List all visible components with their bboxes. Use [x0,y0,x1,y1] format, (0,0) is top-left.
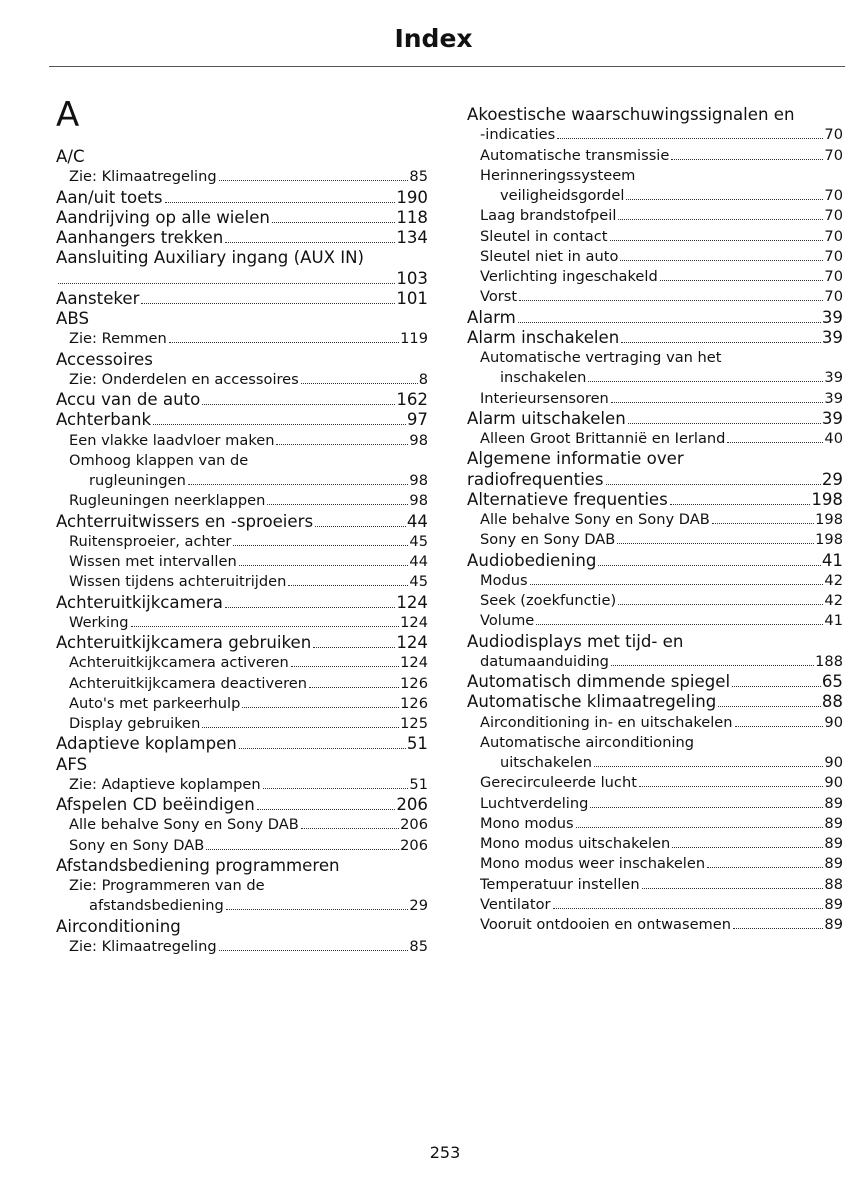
index-entry [56,633,428,653]
index-entry [56,208,428,228]
dot-leader [153,424,406,425]
index-entry [56,755,428,775]
entry-page-number: 124 [396,633,428,652]
entry-page-number: 90 [824,713,843,731]
dot-leader [309,687,399,688]
entry-page-number: 88 [821,692,843,712]
entry-term: Aanhangers trekken [56,228,224,247]
index-subentry [467,206,843,226]
entry-term: Zie: Klimaatregeling [69,168,217,186]
entry-term: Zie: Klimaatregeling [69,937,217,955]
entry-page-number: 39 [821,327,843,347]
entry-term: Algemene informatie over [467,449,684,469]
dot-leader [301,828,399,829]
index-entry [56,917,428,937]
index-entry [467,632,843,652]
index-subentry [467,794,843,814]
index-subentry [467,227,843,247]
dot-leader [202,404,395,405]
entry-page-number: 45 [409,532,428,550]
index-subentry [56,329,428,349]
dot-leader [594,766,823,767]
index-entry [467,692,843,712]
index-entry [467,105,843,125]
entry-term: Temperatuur instellen [480,875,640,893]
dot-leader [202,727,399,728]
entry-page-number: 8 [418,370,428,388]
dot-leader [530,584,824,585]
dot-leader [606,484,821,485]
entry-page-number: 119 [400,330,428,348]
entry-page-number: 198 [815,511,843,528]
entry-term: Audiobediening [467,550,597,570]
entry-term: Zie: Remmen [69,330,167,348]
index-subentry [467,389,843,409]
entry-term: Achteruitkijkcamera [56,592,223,612]
entry-term: Automatische transmissie [480,146,670,164]
index-entry [56,856,428,876]
index-entry [467,551,843,571]
entry-term: ABS [56,309,89,328]
index-subentry [56,471,428,491]
entry-page-number: 39 [824,369,843,387]
entry-term: Aansteker [56,288,140,308]
index-entry [56,248,428,268]
index-subentry [467,591,843,611]
entry-page-number: 40 [824,430,843,447]
dot-leader [58,283,395,284]
entry-page-number: 44 [406,511,428,531]
dot-leader [735,726,824,727]
page-title: Index [394,24,473,53]
entry-page-number: 29 [409,897,428,915]
index-entry [467,672,843,692]
entry-page-number: 65 [821,672,843,691]
dot-leader [590,807,823,808]
entry-term: inschakelen [500,369,587,387]
index-subentry [467,146,843,166]
entry-page-number: 98 [409,492,428,510]
index-entry [56,147,428,167]
entry-page-number: 97 [406,410,428,430]
dot-leader [733,928,823,929]
index-subentry [467,348,843,368]
entry-term: Vooruit ontdooien en ontwasemen [480,916,731,933]
entry-page-number: 51 [409,775,428,793]
entry-term: Accessoires [56,349,153,369]
dot-leader [588,381,823,382]
entry-page-number: 124 [396,592,428,612]
dot-leader [610,240,824,241]
entry-term: Alarm inschakelen [467,327,620,347]
dot-leader [188,484,409,485]
index-subentry [56,694,428,714]
index-entry [56,512,428,532]
entry-page-number: 85 [409,937,428,955]
entry-page-number: 89 [824,895,843,913]
index-subentry [467,166,843,186]
entry-term: Ventilator [480,895,551,913]
entry-page-number: 70 [824,227,843,245]
dot-leader [239,748,406,749]
entry-term: Sleutel niet in auto [480,247,619,265]
index-entry [56,228,428,248]
entry-term: Achterruitwissers en -sproeiers [56,511,314,531]
entry-page-number: 134 [396,228,428,247]
entry-term: veiligheidsgordel [500,187,625,204]
entry-term: rugleuningen [89,472,186,489]
entry-term: Zie: Programmeren van de [69,877,265,894]
entry-term: Achterbank [56,410,152,430]
index-entry [56,309,428,329]
dot-leader [620,260,823,261]
dot-leader [727,442,823,443]
dot-leader [225,242,395,243]
entry-page-number: 45 [409,573,428,591]
entry-page-number: 89 [824,916,843,933]
dot-leader [576,827,824,828]
index-subentry [467,753,843,773]
entry-page-number: 51 [406,734,428,754]
entry-term: Accu van de auto [56,390,201,409]
entry-term: Zie: Adaptieve koplampen [69,775,261,793]
index-subentry [467,834,843,854]
entry-term: Automatische vertraging van het [480,349,722,366]
entry-term: Akoestische waarschuwingssignalen en [467,105,795,124]
entry-term: Wissen tijdens achteruitrijden [69,573,287,591]
index-subentry [56,876,428,896]
entry-page-number: 70 [824,288,843,306]
entry-term: Airconditioning [56,916,181,936]
dot-leader [621,342,821,343]
entry-term: Herinneringssysteem [480,166,636,184]
dot-leader [557,138,823,139]
entry-term: -indicaties [480,126,556,144]
entry-page-number: 124 [400,654,428,672]
entry-page-number: 206 [400,836,428,854]
dot-leader [617,543,814,544]
dot-leader [272,222,395,223]
index-subentry [56,674,428,694]
entry-page-number: 89 [824,835,843,852]
index-subentry [467,895,843,915]
entry-page-number: 90 [824,774,843,792]
entry-page-number: 29 [821,469,843,489]
index-entry [56,593,428,613]
entry-term: Seek (zoekfunctie) [480,592,617,609]
index-subentry [467,733,843,753]
dot-leader [239,565,409,566]
entry-term: A/C [56,147,85,166]
dot-leader [242,707,399,708]
entry-page-number: 39 [821,408,843,428]
entry-term: Alle behalve Sony en Sony DAB [69,816,299,834]
index-entry [467,308,843,328]
entry-page-number: 103 [396,268,428,288]
entry-term: Mono modus weer inschakelen [480,855,706,873]
index-entry [56,410,428,430]
index-entry [56,734,428,754]
index-subentry [56,836,428,856]
index-subentry [467,611,843,631]
dot-leader [670,504,811,505]
dot-leader [313,647,395,648]
dot-leader [672,847,823,848]
entry-term: Automatische klimaatregeling [467,692,717,712]
entry-term: AFS [56,754,88,774]
entry-page-number: 162 [396,390,428,409]
index-entry [467,449,843,469]
entry-page-number: 88 [824,875,843,893]
dot-leader [263,788,409,789]
dot-leader [219,950,409,951]
dot-leader [671,159,823,160]
dot-leader [226,909,409,910]
entry-page-number: 42 [824,592,843,609]
entry-page-number: 206 [400,816,428,834]
dot-leader [611,402,824,403]
entry-page-number: 89 [824,855,843,873]
index-subentry [56,552,428,572]
entry-page-number: 206 [396,795,428,814]
dot-leader [165,202,396,203]
entry-term: Achteruitkijkcamera activeren [69,654,289,672]
index-subentry [467,429,843,449]
entry-term: Adaptieve koplampen [56,734,237,754]
dot-leader [519,300,823,301]
entry-term: Alarm [467,307,516,327]
page-number: 253 [429,1143,461,1162]
index-subentry [56,491,428,511]
entry-page-number: 126 [400,674,428,692]
entry-page-number: 70 [824,247,843,265]
index-subentry [467,510,843,530]
dot-leader [718,706,821,707]
index-subentry [467,267,843,287]
index-entry [56,289,428,309]
entry-term: Alarm uitschakelen [467,408,626,428]
entry-page-number: 98 [409,431,428,449]
entry-term: Achteruitkijkcamera gebruiken [56,633,312,652]
index-subentry [467,247,843,267]
dot-leader [642,888,824,889]
dot-leader [639,786,824,787]
entry-page-number: 98 [409,472,428,489]
dot-leader [301,383,418,384]
entry-term: Luchtverdeling [480,794,589,812]
dot-leader [291,666,399,667]
entry-term: Alternatieve frequenties [467,489,668,509]
entry-term: Ruitensproeier, achter [69,532,232,550]
index-entry [56,350,428,370]
entry-term: Omhoog klappen van de [69,451,249,469]
entry-term: Auto's met parkeerhulp [69,694,241,712]
entry-term: Aansluiting Auxiliary ingang (AUX IN) [56,248,365,268]
index-subentry [56,896,428,916]
entry-page-number: 126 [400,694,428,712]
index-subentry [467,814,843,834]
index-subentry [56,572,428,592]
entry-page-number: 44 [409,553,428,570]
dot-leader [315,526,406,527]
index-entry [467,490,843,510]
entry-page-number: 39 [824,389,843,407]
index-entry [467,328,843,348]
dot-leader [598,565,820,566]
entry-term: Mono modus uitschakelen [480,835,671,852]
entry-term: Afspelen CD beëindigen [56,795,255,814]
entry-term: Vorst [480,288,518,306]
entry-term: Sony en Sony DAB [69,836,205,854]
index-entry [56,188,428,208]
entry-page-number: 124 [400,613,428,631]
entry-page-number: 39 [821,307,843,327]
dot-leader [553,908,824,909]
dot-leader [618,604,823,605]
entry-page-number: 89 [824,814,843,832]
index-subentry [56,451,428,471]
index-subentry [467,368,843,388]
index-subentry [56,167,428,187]
index-subentry [56,431,428,451]
index-subentry [56,937,428,957]
entry-page-number: 188 [815,652,843,670]
entry-page-number: 190 [396,187,428,207]
entry-term: Airconditioning in- en uitschakelen [480,713,733,731]
entry-page-number: 101 [396,288,428,308]
entry-page-number: 198 [811,489,843,509]
dot-leader [518,322,821,323]
entry-term: Alle behalve Sony en Sony DAB [480,511,710,528]
index-subentry [467,287,843,307]
dot-leader [628,423,821,424]
entry-term: Modus [480,571,528,589]
entry-term: Aandrijving op alle wielen [56,207,270,227]
dot-leader [141,303,395,304]
entry-term: Een vlakke laadvloer maken [69,431,275,449]
entry-page-number: 70 [824,126,843,144]
dot-leader [131,626,400,627]
entry-term: Automatisch dimmende spiegel [467,672,731,691]
entry-term: Display gebruiken [69,715,201,732]
index-entry [56,269,428,289]
dot-leader [536,624,823,625]
index-subentry [56,370,428,390]
entry-page-number: 198 [815,531,843,549]
index-subentry [467,915,843,935]
dot-leader [611,665,814,666]
dot-leader [206,849,399,850]
entry-term: Interieursensoren [480,389,609,407]
dot-leader [626,199,823,200]
index-entry [467,470,843,490]
index-subentry [56,815,428,835]
dot-leader [257,809,396,810]
dot-leader [233,545,408,546]
index-subentry [467,875,843,895]
dot-leader [169,342,399,343]
index-subentry [467,652,843,672]
entry-term: Volume [480,612,535,630]
dot-leader [707,867,823,868]
dot-leader [712,523,814,524]
entry-page-number: 85 [409,168,428,186]
entry-page-number: 41 [821,550,843,570]
entry-page-number: 41 [824,612,843,630]
entry-term: Laag brandstofpeil [480,207,617,225]
index-subentry [56,775,428,795]
dot-leader [219,180,409,181]
index-subentry [56,613,428,633]
entry-term: Alleen Groot Brittannië en Ierland [480,430,726,447]
entry-page-number: 42 [824,571,843,589]
entry-term: Verlichting ingeschakeld [480,268,658,285]
entry-term: Mono modus [480,814,574,832]
entry-term: Gerecirculeerde lucht [480,774,637,792]
dot-leader [618,219,823,220]
entry-term: uitschakelen [500,754,593,771]
entry-page-number: 70 [824,146,843,164]
dot-leader [267,504,408,505]
entry-term: Sleutel in contact [480,227,608,245]
entry-page-number: 70 [824,187,843,204]
index-entry [56,795,428,815]
index-subentry [467,571,843,591]
entry-term: Audiodisplays met tijd- en [467,631,684,651]
dot-leader [288,585,408,586]
index-entry [56,390,428,410]
title-divider [49,66,845,67]
index-subentry [467,713,843,733]
index-subentry [56,714,428,734]
dot-leader [660,280,824,281]
index-subentry [467,773,843,793]
index-subentry [467,530,843,550]
index-subentry [56,532,428,552]
entry-page-number: 118 [396,207,428,227]
dot-leader [276,444,408,445]
entry-term: Sony en Sony DAB [480,531,616,549]
entry-page-number: 70 [824,268,843,285]
index-subentry [467,186,843,206]
entry-term: Rugleuningen neerklappen [69,492,266,510]
index-subentry [56,653,428,673]
entry-term: Zie: Onderdelen en accessoires [69,370,299,388]
entry-term: afstandsbediening [89,897,224,915]
entry-page-number: 89 [824,794,843,812]
entry-page-number: 125 [400,715,428,732]
index-subentry [467,125,843,145]
entry-page-number: 90 [824,754,843,771]
entry-term: datumaanduiding [480,652,609,670]
dot-leader [732,686,821,687]
entry-page-number: 70 [824,207,843,225]
index-entry [467,409,843,429]
entry-term: radiofrequenties [467,469,604,489]
entry-term: Automatische airconditioning [480,733,695,751]
entry-term: Aan/uit toets [56,187,163,207]
dot-leader [225,607,395,608]
entry-term: Afstandsbediening programmeren [56,855,340,875]
index-subentry [467,854,843,874]
section-letter: A [56,95,80,135]
entry-term: Werking [69,613,129,631]
entry-term: Achteruitkijkcamera deactiveren [69,674,307,692]
entry-term: Wissen met intervallen [69,553,237,570]
